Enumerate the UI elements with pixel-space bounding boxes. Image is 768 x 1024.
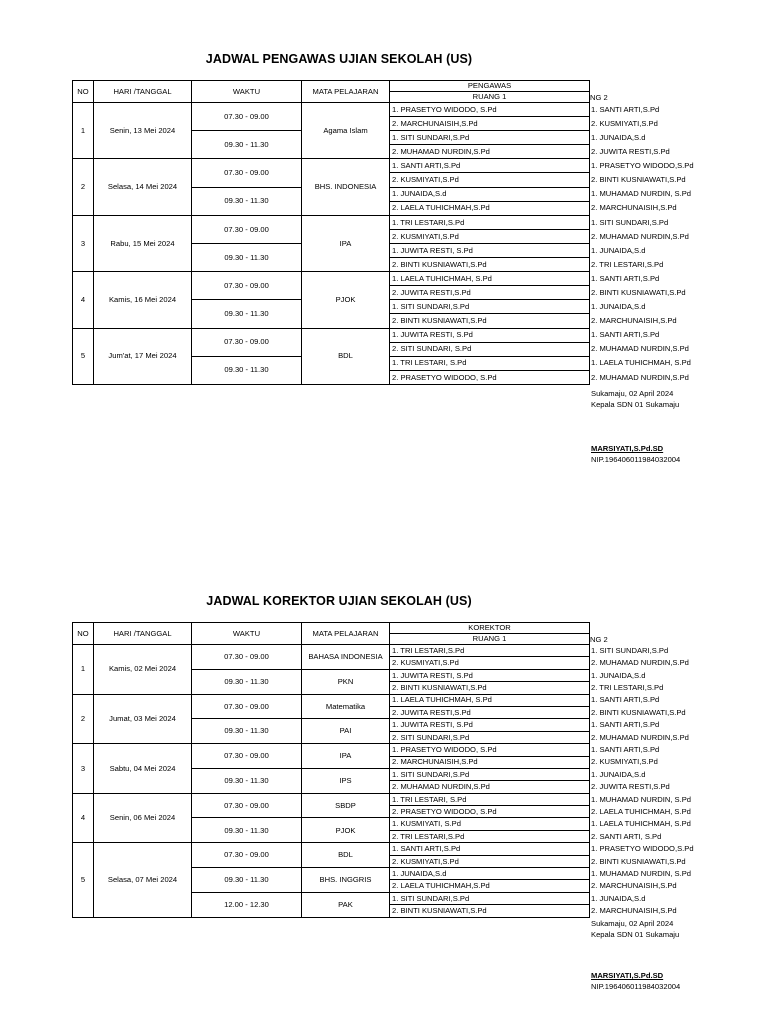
subject-name: BAHASA INDONESIA — [302, 645, 390, 670]
subject-name: BHS. INGGRIS — [302, 868, 390, 893]
korektor-table — [72, 622, 700, 918]
day-number: 5 — [73, 328, 94, 384]
ruang-1-name: 1. JUWITA RESTI, S.Pd — [390, 669, 590, 681]
subject-name: PAI — [302, 719, 390, 744]
subject-name: PAK — [302, 892, 390, 917]
signature-place-date: Sukamaju, 02 April 2024 — [591, 389, 674, 398]
header-ruang-2 — [590, 92, 700, 103]
ruang-2-name: 2. MARCHUNAISIH,S.Pd — [591, 316, 677, 326]
ruang-2-name: 2. BINTI KUSNIAWATI,S.Pd — [591, 856, 686, 866]
ruang-2-name: 2. TRI LESTARI,S.Pd — [591, 259, 664, 269]
ruang-1-name: 1. SANTI ARTI,S.Pd — [390, 843, 590, 855]
day-date: Selasa, 07 Mei 2024 — [94, 843, 192, 917]
ruang-2-name: 2. KUSMIYATI,S.Pd — [591, 118, 658, 128]
day-number: 3 — [73, 215, 94, 271]
ruang-1-name: 1. SITI SUNDARI,S.Pd — [390, 768, 590, 780]
signature-position: Kepala SDN 01 Sukamaju — [591, 930, 680, 939]
ruang-1-name: 2. KUSMIYATI,S.Pd — [390, 173, 590, 187]
day-date: Kamis, 02 Mei 2024 — [94, 645, 192, 695]
day-date: Jum'at, 17 Mei 2024 — [94, 328, 192, 384]
ruang-1-name: 2. MARCHUNAISIH,S.Pd — [390, 117, 590, 131]
ruang-1-name: 1. SITI SUNDARI,S.Pd — [390, 892, 590, 904]
pengawas-signature-block — [591, 390, 680, 467]
table-row — [73, 793, 700, 805]
day-number: 2 — [73, 159, 94, 215]
ruang-2-name: 2. MUHAMAD NURDIN,S.Pd — [591, 732, 689, 742]
ruang-2-name: 2. MARCHUNAISIH,S.Pd — [591, 906, 677, 916]
ruang-2-name: 1. JUNAIDA,S.d — [591, 132, 646, 142]
ruang-2-name: 2. MUHAMAD NURDIN,S.Pd — [591, 231, 689, 241]
table-row — [73, 215, 700, 229]
ruang-1-name: 2. BINTI KUSNIAWATI,S.Pd — [390, 258, 590, 272]
subject-name: IPA — [302, 215, 390, 271]
ruang-2-name: 2. MARCHUNAISIH,S.Pd — [591, 881, 677, 891]
signature-position: Kepala SDN 01 Sukamaju — [591, 400, 680, 409]
subject-name: BHS. INDONESIA — [302, 159, 390, 215]
signature-nip: NIP.196406011984032004 — [591, 455, 681, 464]
subject-name: SBDP — [302, 793, 390, 818]
table-row — [73, 159, 700, 173]
ruang-2-name: 2. MUHAMAD NURDIN,S.Pd — [591, 372, 689, 382]
day-number: 4 — [73, 793, 94, 843]
subject-name: BDL — [302, 328, 390, 384]
ruang-1-name: 1. PRASETYO WIDODO, S.Pd — [390, 103, 590, 117]
ruang-2-name: 1. JUNAIDA,S.d — [591, 769, 646, 779]
ruang-2-name: 1. SANTI ARTI,S.Pd — [591, 273, 660, 283]
ruang-1-name: 2. MUHAMAD NURDIN,S.Pd — [390, 145, 590, 159]
session-time: 09.30 - 11.30 — [192, 719, 302, 744]
subject-name: Agama Islam — [302, 103, 390, 159]
ruang-2-name: 1. JUNAIDA,S.d — [591, 302, 646, 312]
session-time: 07.30 - 09.00 — [192, 103, 302, 131]
korektor-title: JADWAL KOREKTOR UJIAN SEKOLAH (US) — [206, 594, 472, 608]
session-time: 12.00 - 12.30 — [192, 892, 302, 917]
header-blank — [590, 81, 700, 92]
ruang-1-name: 2. SITI SUNDARI,S.Pd — [390, 731, 590, 743]
ruang-2-name: 1. SITI SUNDARI,S.Pd — [591, 645, 669, 655]
header-ruang-2-label: NG 2 — [590, 634, 608, 644]
ruang-1-name: 1. LAELA TUHICHMAH, S.Pd — [390, 272, 590, 286]
table-row — [73, 843, 700, 855]
session-time: 09.30 - 11.30 — [192, 300, 302, 328]
subject-name: PJOK — [302, 272, 390, 328]
day-number: 4 — [73, 272, 94, 328]
ruang-1-name: 1. LAELA TUHICHMAH, S.Pd — [390, 694, 590, 706]
header-blank — [590, 623, 700, 634]
ruang-2-name: 1. LAELA TUHICHMAH, S.Pd — [591, 358, 691, 368]
table-row — [73, 744, 700, 756]
signature-place-date: Sukamaju, 02 April 2024 — [591, 919, 674, 928]
session-time: 07.30 - 09.00 — [192, 645, 302, 670]
signature-name: MARSIYATI,S.Pd.SD — [591, 444, 664, 453]
ruang-2-name: 1. SANTI ARTI,S.Pd — [591, 745, 660, 755]
header-mata-pelajaran: MATA PELAJARAN — [302, 623, 390, 645]
ruang-1-name: 2. JUWITA RESTI,S.Pd — [390, 706, 590, 718]
header-hari-tanggal: HARI /TANGGAL — [94, 623, 192, 645]
header-ruang-1: RUANG 1 — [390, 634, 590, 645]
day-number: 5 — [73, 843, 94, 917]
ruang-2-name: 2. MUHAMAD NURDIN,S.Pd — [591, 344, 689, 354]
pengawas-table — [72, 80, 700, 385]
ruang-1-name: 1. SANTI ARTI,S.Pd — [390, 159, 590, 173]
ruang-2-name: 1. JUNAIDA,S.d — [591, 670, 646, 680]
header-group: PENGAWAS — [390, 81, 590, 92]
ruang-1-name: 2. PRASETYO WIDODO, S.Pd — [390, 370, 590, 384]
ruang-1-name: 2. KUSMIYATI,S.Pd — [390, 855, 590, 867]
session-time: 07.30 - 09.00 — [192, 843, 302, 868]
subject-name: PJOK — [302, 818, 390, 843]
ruang-2-name: 2. JUWITA RESTI,S.Pd — [591, 782, 670, 792]
signature-name: MARSIYATI,S.Pd.SD — [591, 971, 664, 980]
ruang-2-name: 2. LAELA TUHICHMAH, S.Pd — [591, 806, 691, 816]
header-mata-pelajaran: MATA PELAJARAN — [302, 81, 390, 103]
subject-name: PKN — [302, 669, 390, 694]
ruang-2-name: 2. MUHAMAD NURDIN,S.Pd — [591, 658, 689, 668]
session-time: 09.30 - 11.30 — [192, 243, 302, 271]
ruang-2-name: 1. SANTI ARTI,S.Pd — [591, 695, 660, 705]
day-date: Kamis, 16 Mei 2024 — [94, 272, 192, 328]
header-no: NO — [73, 81, 94, 103]
ruang-1-name: 1. TRI LESTARI, S.Pd — [390, 793, 590, 805]
day-date: Rabu, 15 Mei 2024 — [94, 215, 192, 271]
ruang-2-name: 1. SANTI ARTI,S.Pd — [591, 330, 660, 340]
header-ruang-2-label: NG 2 — [590, 92, 608, 102]
ruang-1-name: 1. TRI LESTARI,S.Pd — [390, 645, 590, 657]
session-time: 07.30 - 09.00 — [192, 159, 302, 187]
ruang-2-name: 2. TRI LESTARI,S.Pd — [591, 683, 664, 693]
session-time: 07.30 - 09.00 — [192, 744, 302, 769]
ruang-1-name: 2. LAELA TUHICHMAH,S.Pd — [390, 880, 590, 892]
session-time: 09.30 - 11.30 — [192, 818, 302, 843]
table-row — [73, 103, 700, 117]
subject-name: IPA — [302, 744, 390, 769]
ruang-2-name: 2. JUWITA RESTI,S.Pd — [591, 147, 670, 157]
session-time: 09.30 - 11.30 — [192, 768, 302, 793]
ruang-2-name: 1. MUHAMAD NURDIN, S.Pd — [591, 189, 691, 199]
ruang-2-name: 1. JUNAIDA,S.d — [591, 245, 646, 255]
day-number: 2 — [73, 694, 94, 744]
ruang-1-name: 2. JUWITA RESTI,S.Pd — [390, 286, 590, 300]
header-hari-tanggal: HARI /TANGGAL — [94, 81, 192, 103]
ruang-1-name: 2. MUHAMAD NURDIN,S.Pd — [390, 781, 590, 793]
day-date: Sabtu, 04 Mei 2024 — [94, 744, 192, 794]
ruang-2-name: 1. MUHAMAD NURDIN, S.Pd — [591, 794, 691, 804]
table-row — [73, 645, 700, 657]
session-time: 07.30 - 09.00 — [192, 328, 302, 356]
ruang-2-name: 2. MARCHUNAISIH,S.Pd — [591, 203, 677, 213]
session-time: 07.30 - 09.00 — [192, 272, 302, 300]
header-waktu: WAKTU — [192, 81, 302, 103]
ruang-2-name: 1. PRASETYO WIDODO,S.Pd — [591, 844, 694, 854]
session-time: 07.30 - 09.00 — [192, 793, 302, 818]
ruang-1-name: 2. KUSMIYATI,S.Pd — [390, 229, 590, 243]
ruang-1-name: 1. PRASETYO WIDODO, S.Pd — [390, 744, 590, 756]
ruang-1-name: 2. PRASETYO WIDODO, S.Pd — [390, 806, 590, 818]
session-time: 07.30 - 09.00 — [192, 694, 302, 719]
table-row — [73, 328, 700, 342]
day-number: 1 — [73, 645, 94, 695]
ruang-1-name: 2. MARCHUNAISIH,S.Pd — [390, 756, 590, 768]
ruang-1-name: 2. TRI LESTARI,S.Pd — [390, 830, 590, 842]
header-group: KOREKTOR — [390, 623, 590, 634]
day-number: 3 — [73, 744, 94, 794]
session-time: 09.30 - 11.30 — [192, 669, 302, 694]
ruang-1-name: 1. JUNAIDA,S.d — [390, 187, 590, 201]
ruang-1-name: 1. TRI LESTARI,S.Pd — [390, 215, 590, 229]
subject-name: Matematika — [302, 694, 390, 719]
ruang-1-name: 2. BINTI KUSNIAWATI,S.Pd — [390, 314, 590, 328]
ruang-1-name: 1. JUNAIDA,S.d — [390, 868, 590, 880]
session-time: 09.30 - 11.30 — [192, 187, 302, 215]
ruang-1-name: 2. LAELA TUHICHMAH,S.Pd — [390, 201, 590, 215]
table-row — [73, 694, 700, 706]
day-date: Senin, 06 Mei 2024 — [94, 793, 192, 843]
session-time: 09.30 - 11.30 — [192, 131, 302, 159]
header-ruang-2 — [590, 634, 700, 645]
ruang-2-name: 2. KUSMIYATI,S.Pd — [591, 757, 658, 767]
ruang-1-name: 2. BINTI KUSNIAWATI,S.Pd — [390, 682, 590, 694]
subject-name: IPS — [302, 768, 390, 793]
ruang-1-name: 1. JUWITA RESTI, S.Pd — [390, 243, 590, 257]
session-time: 07.30 - 09.00 — [192, 215, 302, 243]
pengawas-title: JADWAL PENGAWAS UJIAN SEKOLAH (US) — [205, 52, 473, 66]
ruang-2-name: 2. BINTI KUSNIAWATI,S.Pd — [591, 707, 686, 717]
ruang-1-name: 1. TRI LESTARI, S.Pd — [390, 356, 590, 370]
header-waktu: WAKTU — [192, 623, 302, 645]
ruang-1-name: 1. JUWITA RESTI, S.Pd — [390, 328, 590, 342]
ruang-2-name: 2. SANTI ARTI, S.Pd — [591, 831, 662, 841]
ruang-2-name: 1. PRASETYO WIDODO,S.Pd — [591, 161, 694, 171]
ruang-2-name: 2. BINTI KUSNIAWATI,S.Pd — [591, 287, 686, 297]
day-date: Jumat, 03 Mei 2024 — [94, 694, 192, 744]
day-date: Senin, 13 Mei 2024 — [94, 103, 192, 159]
ruang-2-name: 1. SANTI ARTI,S.Pd — [591, 104, 660, 114]
ruang-1-name: 1. SITI SUNDARI,S.Pd — [390, 300, 590, 314]
ruang-2-name: 2. BINTI KUSNIAWATI,S.Pd — [591, 175, 686, 185]
ruang-1-name: 1. JUWITA RESTI, S.Pd — [390, 719, 590, 731]
ruang-2-name: 1. LAELA TUHICHMAH, S.Pd — [591, 819, 691, 829]
korektor-signature-block — [591, 920, 680, 994]
ruang-1-name: 2. BINTI KUSNIAWATI,S.Pd — [390, 905, 590, 917]
ruang-2-name: 1. MUHAMAD NURDIN, S.Pd — [591, 868, 691, 878]
day-number: 1 — [73, 103, 94, 159]
ruang-1-name: 2. KUSMIYATI,S.Pd — [390, 657, 590, 669]
table-row — [73, 272, 700, 286]
ruang-2-name: 1. JUNAIDA,S.d — [591, 893, 646, 903]
signature-nip: NIP.196406011984032004 — [591, 982, 681, 991]
subject-name: BDL — [302, 843, 390, 868]
session-time: 09.30 - 11.30 — [192, 868, 302, 893]
session-time: 09.30 - 11.30 — [192, 356, 302, 384]
ruang-1-name: 1. KUSMIYATI, S.Pd — [390, 818, 590, 830]
ruang-2-name: 1. SITI SUNDARI,S.Pd — [591, 217, 669, 227]
header-no: NO — [73, 623, 94, 645]
ruang-1-name: 1. SITI SUNDARI,S.Pd — [390, 131, 590, 145]
header-ruang-1: RUANG 1 — [390, 92, 590, 103]
day-date: Selasa, 14 Mei 2024 — [94, 159, 192, 215]
ruang-1-name: 2. SITI SUNDARI, S.Pd — [390, 342, 590, 356]
ruang-2-name: 1. SANTI ARTI,S.Pd — [591, 720, 660, 730]
